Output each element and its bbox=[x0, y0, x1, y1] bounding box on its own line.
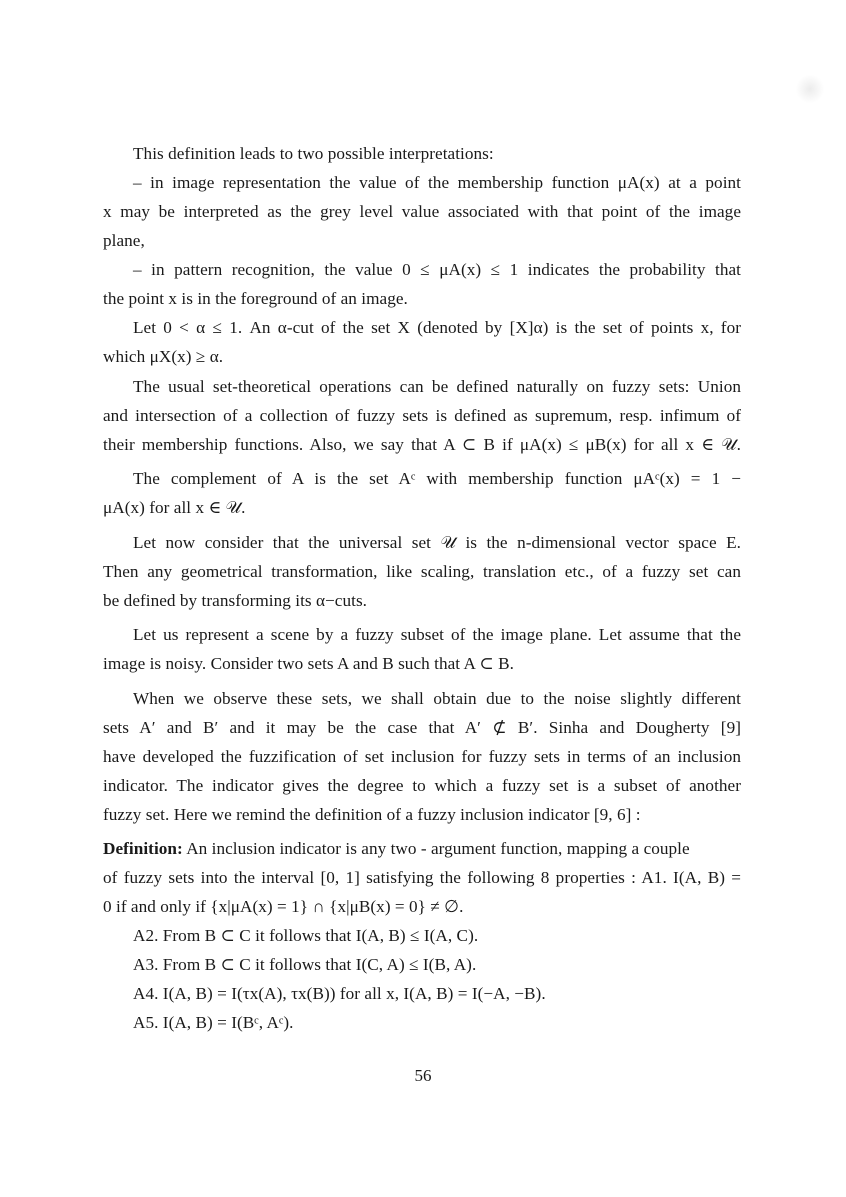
definition-line: of fuzzy sets into the interval [0, 1] satisfying the following 8 properties : A1. I(A, B) = bbox=[103, 868, 741, 887]
paragraph-line: The usual set-theoretical operations can be defined naturally on fuzzy sets: Union bbox=[133, 377, 741, 396]
paragraph-line: Then any geometrical transformation, like scaling, translation etc., of a fuzzy set can bbox=[103, 562, 741, 581]
definition-label: Definition: bbox=[103, 839, 183, 858]
paragraph-line: indicator. The indicator gives the degree to which a fuzzy set is a subset of another bbox=[103, 776, 741, 795]
paragraph-line: which μX(x) ≥ α. bbox=[103, 347, 224, 366]
definition-text: An inclusion indicator is any two - argument function, mapping a couple bbox=[182, 839, 690, 858]
property-a2: A2. From B ⊂ C it follows that I(A, B) ≤ I(A, C). bbox=[133, 926, 479, 945]
paragraph-line: This definition leads to two possible interpretations: bbox=[133, 144, 494, 163]
definition-line: 0 if and only if {x|μA(x) = 1} ∩ {x|μB(x) = 0} ≠ ∅. bbox=[103, 897, 464, 916]
paragraph-line: μA(x) for all x ∈ 𝒰. bbox=[103, 498, 246, 517]
paragraph-line: their membership functions. Also, we say that A ⊂ B if μA(x) ≤ μB(x) for all x ∈ 𝒰. bbox=[103, 435, 741, 454]
definition-first-line bbox=[103, 838, 741, 860]
paragraph-line: Let 0 < α ≤ 1. An α-cut of the set X (denoted by [X]α) is the set of points x, for bbox=[133, 318, 741, 337]
paragraph-line: the point x is in the foreground of an image. bbox=[103, 289, 408, 308]
property-a3: A3. From B ⊂ C it follows that I(C, A) ≤ I(B, A). bbox=[133, 955, 477, 974]
scan-artifact bbox=[795, 75, 825, 103]
paragraph-line: have developed the fuzzification of set inclusion for fuzzy sets in terms of an inclusion bbox=[103, 747, 741, 766]
paragraph-line: When we observe these sets, we shall obtain due to the noise slightly different bbox=[133, 689, 741, 708]
property-a5: A5. I(A, B) = I(Bᶜ, Aᶜ). bbox=[133, 1013, 294, 1032]
paragraph-line: image is noisy. Consider two sets A and B such that A ⊂ B. bbox=[103, 654, 515, 673]
paragraph-line: sets A′ and B′ and it may be the case that A′ ⊄ B′. Sinha and Dougherty [9] bbox=[103, 718, 741, 737]
paragraph-line: – in pattern recognition, the value 0 ≤ μA(x) ≤ 1 indicates the probability that bbox=[133, 260, 741, 279]
property-a4: A4. I(A, B) = I(τx(A), τx(B)) for all x, I(A, B) = I(−A, −B). bbox=[133, 984, 546, 1003]
paragraph-line: Let now consider that the universal set 𝒰 is the n-dimensional vector space E. bbox=[133, 533, 741, 552]
paragraph-line: – in image representation the value of the membership function μA(x) at a point bbox=[133, 173, 741, 192]
paragraph-line: The complement of A is the set Aᶜ with membership function μAᶜ(x) = 1 − bbox=[133, 469, 741, 488]
paragraph-line: x may be interpreted as the grey level value associated with that point of the image bbox=[103, 202, 741, 221]
paragraph-line: plane, bbox=[103, 231, 145, 250]
paragraph-line: Let us represent a scene by a fuzzy subset of the image plane. Let assume that the bbox=[133, 625, 741, 644]
paragraph-line: be defined by transforming its α−cuts. bbox=[103, 591, 368, 610]
paragraph-line: fuzzy set. Here we remind the definition of a fuzzy inclusion indicator [9, 6] : bbox=[103, 805, 641, 824]
paragraph-line: and intersection of a collection of fuzzy sets is defined as supremum, resp. infimum of bbox=[103, 406, 741, 425]
page-number: 56 bbox=[414, 1066, 432, 1085]
